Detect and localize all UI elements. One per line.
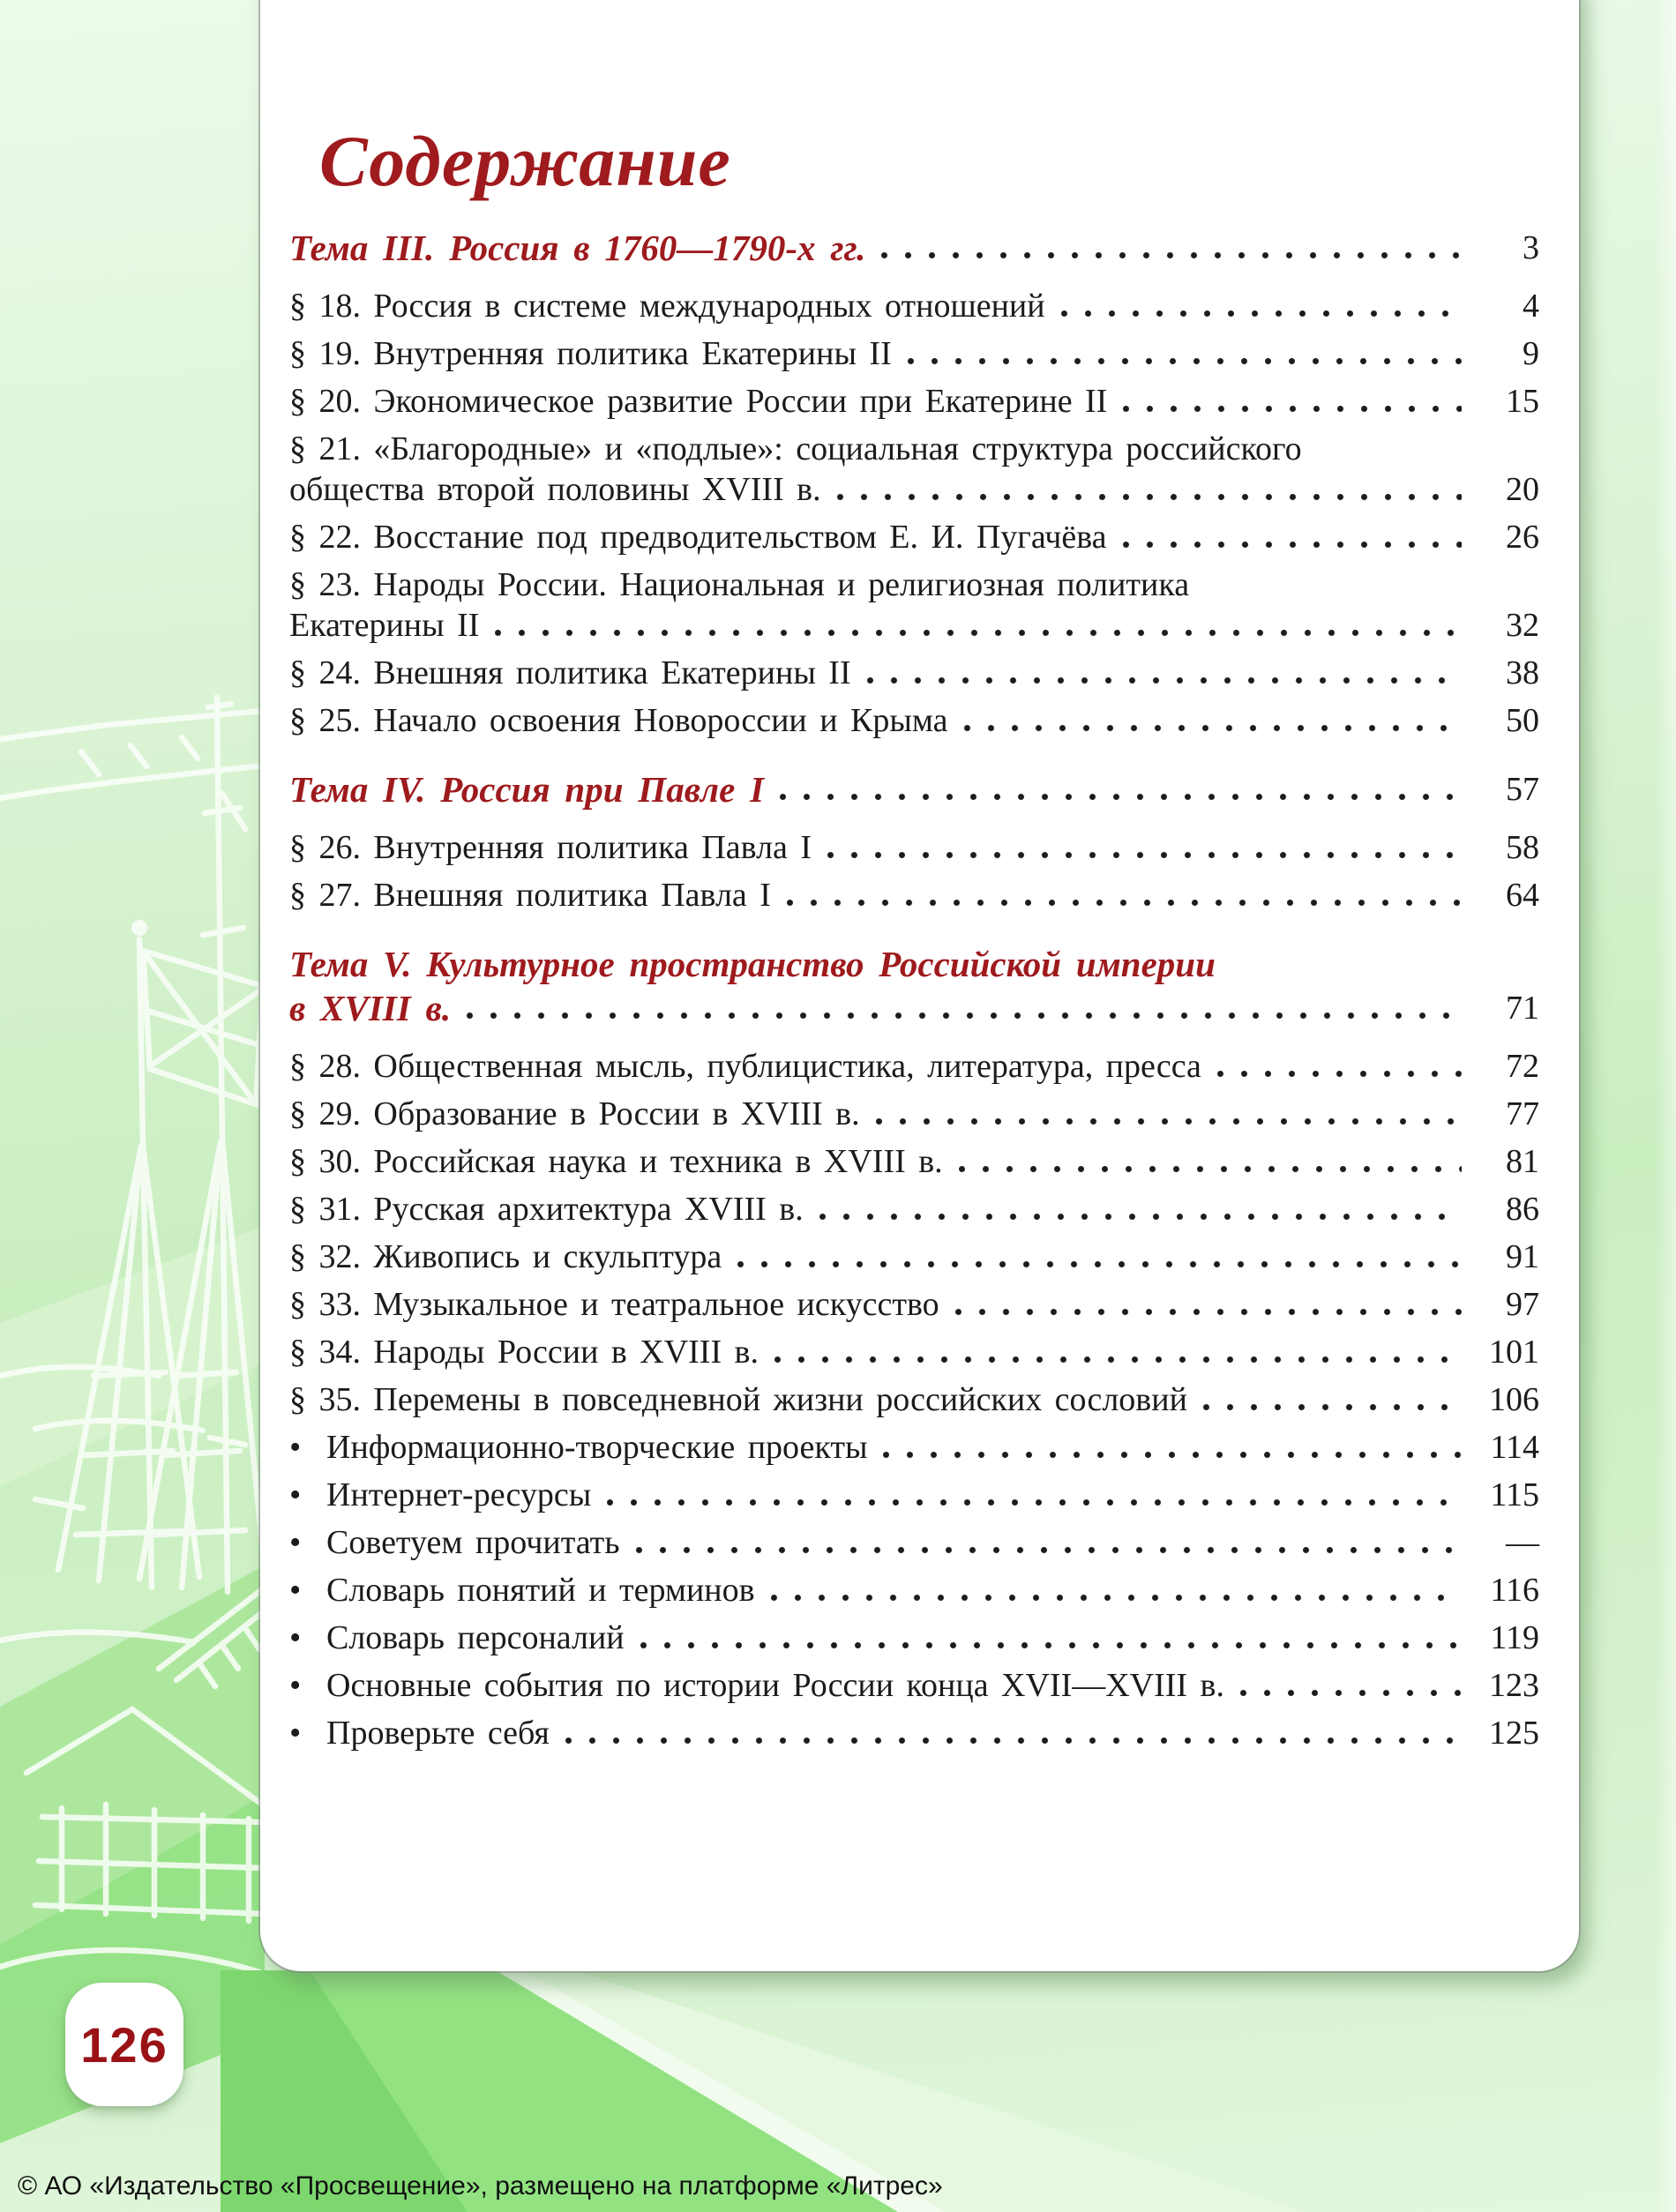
dot-leader [1201,1402,1462,1412]
bullet-icon: • [289,1429,302,1467]
toc-entry-row [289,700,1539,741]
toc-entry-page: — [1506,1524,1539,1562]
toc-entry-text: § 25. Начало освоения Новороссии и Крыма [289,702,948,740]
toc-entry-row [289,605,1539,646]
toc-entry-para [289,564,1539,646]
toc-entry-row [289,1094,1539,1134]
toc-entry-page: 50 [1506,702,1539,740]
toc-entry-page: 123 [1489,1667,1539,1705]
toc-entry-para [289,333,1539,374]
toc-entry-para [289,1284,1539,1325]
toc-entry-text: § 24. Внешняя политика Екатерины II [289,654,851,692]
dot-leader [634,1545,1462,1555]
bullet-icon: • [289,1715,302,1752]
toc-entry-page: 57 [1506,771,1539,809]
toc-entry-row [289,653,1539,693]
toc-entry-para [289,1046,1539,1087]
toc-entry-text: Тема IV. Россия при Павле I [289,769,765,811]
toc-entry-theme [289,226,1539,270]
toc-entry-page: 72 [1506,1048,1539,1086]
dot-leader [826,850,1462,860]
toc-entry-row [289,827,1539,868]
toc-entry-page: 125 [1489,1715,1539,1752]
toc-entry-page: 91 [1506,1238,1539,1276]
toc-entry-page: 106 [1489,1381,1539,1419]
right-edge-highlight [1655,0,1676,2212]
toc-entry-page: 26 [1506,519,1539,557]
toc-entry-row [289,1237,1539,1277]
toc-entry-page: 81 [1506,1143,1539,1181]
toc-entry-row [289,381,1539,422]
bullet-icon: • [289,1667,302,1705]
toc-entry-row [289,1141,1539,1182]
toc-entry-row [289,517,1539,557]
toc-entry-row [289,1332,1539,1372]
dot-leader [736,1259,1462,1269]
toc-entry-row [289,286,1539,326]
toc-entry-row [289,1665,1539,1706]
toc-entry-text: Проверьте себя [326,1715,550,1752]
dot-leader [818,1212,1462,1222]
toc-entry-para [289,381,1539,422]
toc-entry-text: § 33. Музыкальное и театральное искусство [289,1286,939,1324]
dot-leader [769,1593,1462,1603]
toc-entry-text: § 23. Народы России. Национальная и религиозная политика [289,566,1190,604]
toc-entry-bullet [289,1713,1539,1753]
toc-entry-page: 97 [1506,1286,1539,1324]
dot-leader [465,1011,1462,1020]
dot-leader [865,676,1462,685]
page-number-badge [65,1983,183,2106]
toc-entry-text: Словарь персоналий [326,1619,625,1657]
toc-entry-page: 101 [1489,1334,1539,1371]
toc-entry-text: Тема V. Культурное пространство Российской империи [289,944,1216,985]
toc-entry-text: § 28. Общественная мысль, публицистика, литература, пресса [289,1048,1201,1086]
page-title: Содержание [319,121,731,201]
toc-entry-row [289,1522,1539,1563]
toc-entry-bullet [289,1570,1539,1610]
toc-entry-page: 38 [1506,654,1539,692]
dot-leader [962,723,1462,733]
toc-entry-text: Основные события по истории России конца XVII—XVIII в. [326,1667,1224,1705]
dot-leader [564,1736,1462,1745]
toc-entry-text: Информационно-творческие проекты [326,1429,868,1467]
toc-entry-text: § 35. Перемены в повседневной жизни российских сословий [289,1381,1187,1419]
dot-leader [773,1355,1462,1364]
toc-entry-text: § 32. Живопись и скульптура [289,1238,722,1276]
toc-entry-row [289,469,1539,510]
toc-entry-row [289,1475,1539,1515]
toc-entry-row [289,1189,1539,1229]
toc-entry-page: 77 [1506,1095,1539,1133]
toc-entry-para [289,1094,1539,1134]
dot-leader [639,1640,1462,1650]
toc-entry-row [289,1379,1539,1420]
toc-entry-page: 32 [1506,607,1539,645]
toc-entry-row [289,1284,1539,1325]
toc-entry-para [289,1189,1539,1229]
toc-entry-para [289,700,1539,741]
toc-entry-row [289,333,1539,374]
bullet-icon: • [289,1476,302,1514]
toc-entry-page: 71 [1506,990,1539,1028]
toc-entry-row [289,1570,1539,1610]
toc-entry-row [289,875,1539,915]
toc-entry-row [289,1046,1539,1087]
toc-entry-text: § 34. Народы России в XVIII в. [289,1334,759,1371]
toc-entry-bullet [289,1522,1539,1563]
toc-entry-page: 116 [1490,1572,1539,1610]
dot-leader [881,1450,1462,1460]
toc-entry-text: § 26. Внутренняя политика Павла I [289,829,812,867]
dot-leader [1121,404,1462,414]
toc-entry-row [289,1618,1539,1658]
toc-entry-bullet [289,1618,1539,1658]
toc-entry-page: 64 [1506,877,1539,915]
toc-entry-text: Екатерины II [289,607,480,645]
toc-entry-page: 3 [1523,229,1539,267]
toc-entry-text: § 29. Образование в России в XVIII в. [289,1095,860,1133]
toc-entry-text: в XVIII в. [289,988,452,1029]
dot-leader [493,628,1462,638]
toc-entry-page: 58 [1506,829,1539,867]
bullet-icon: • [289,1619,302,1657]
bullet-icon: • [289,1524,302,1562]
toc-entry-theme [289,942,1539,1030]
toc-entry-text: § 22. Восстание под предводительством Е. И. Пугачёва [289,519,1107,557]
toc-entry-row [289,1713,1539,1753]
toc-entry-para [289,517,1539,557]
ship-watermark-illustration [0,0,265,2212]
bullet-icon: • [289,1572,302,1610]
page-number: 126 [80,2016,168,2073]
toc-entry-bullet [289,1665,1539,1706]
toc-entry-para [289,1141,1539,1182]
toc-entry-row [289,226,1539,270]
toc-entry-text: § 20. Экономическое развитие России при Екатерине II [289,383,1108,421]
dot-leader [1216,1069,1462,1079]
toc-entry-row [289,1427,1539,1468]
dot-leader [785,898,1462,908]
toc-entry-text: § 30. Российская наука и техника в XVIII в. [289,1143,943,1181]
toc-entry-para [289,827,1539,868]
toc-entry-page: 119 [1490,1619,1539,1657]
toc-content [260,0,1579,1753]
toc-entry-text: общества второй половины XVIII в. [289,471,821,509]
toc-entry-text: Советуем прочитать [326,1524,620,1562]
toc-entry-text: Тема III. Россия в 1760—1790-х гг. [289,228,866,269]
dot-leader [906,356,1462,366]
toc-entry-bullet [289,1427,1539,1468]
dot-leader [1238,1688,1462,1698]
toc-entry-para [289,1237,1539,1277]
toc-entry-text: § 21. «Благородные» и «подлые»: социальная структура российского [289,430,1302,468]
toc-entry-bullet [289,1475,1539,1515]
toc-entry-para [289,1332,1539,1372]
dot-leader [835,492,1462,502]
toc-entry-row [289,986,1539,1030]
dot-leader [1121,540,1462,549]
dot-leader [874,1117,1462,1126]
dot-leader [1059,309,1462,318]
toc-entry-text: § 18. Россия в системе международных отношений [289,288,1045,325]
toc-entry-page: 86 [1506,1191,1539,1229]
toc-entry-theme [289,767,1539,811]
toc-entry-text: Словарь понятий и терминов [326,1572,755,1610]
toc-entry-page: 114 [1490,1429,1539,1467]
toc-entry-para [289,875,1539,915]
toc-entry-text: § 19. Внутренняя политика Екатерины II [289,335,892,373]
toc-entry-text: § 31. Русская архитектура XVIII в. [289,1191,804,1229]
toc-list [289,226,1539,1753]
dot-leader [957,1164,1462,1174]
content-card [260,0,1579,1971]
toc-entry-para [289,653,1539,693]
toc-entry-page: 9 [1523,335,1539,373]
copyright-footer: © АО «Издательство «Просвещение», размещено на платформе «Литрес» [18,2171,943,2201]
toc-entry-text: Интернет-ресурсы [326,1476,592,1514]
dot-leader [778,792,1462,802]
toc-entry-para [289,286,1539,326]
toc-entry-page: 115 [1490,1476,1539,1514]
dot-leader [879,250,1462,260]
toc-entry-page: 15 [1506,383,1539,421]
toc-entry-para [289,1379,1539,1420]
toc-entry-row [289,767,1539,811]
toc-entry-page: 20 [1506,471,1539,509]
toc-entry-text: § 27. Внешняя политика Павла I [289,877,771,915]
dot-leader [605,1498,1462,1507]
dot-leader [954,1307,1462,1317]
toc-entry-para [289,429,1539,510]
toc-entry-page: 4 [1523,288,1539,325]
